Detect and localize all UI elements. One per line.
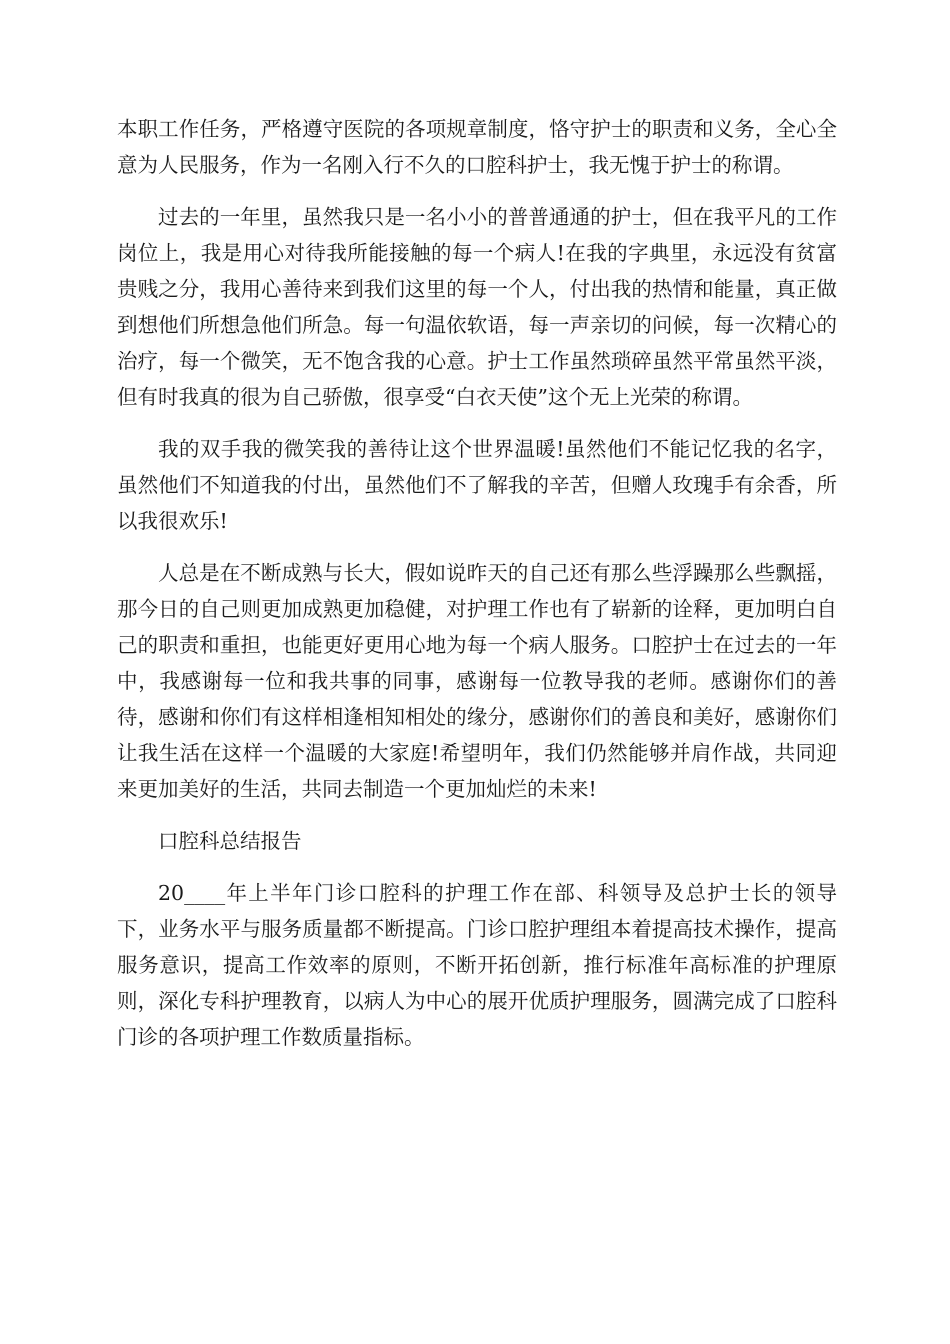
paragraph-5: 20____年上半年门诊口腔科的护理工作在部、科领导及总护士长的领导下，业务水平与服务质量都不断提高。门诊口腔护理组本着提高技术操作，提高服务意识，提高工作效率的原则，不断开拓创新，推行标准年高标准的护理原则，深化专科护理教育，以病人为中心的展开优质护理服务，圆满完成了口腔科门诊的各项护理工作数质量指标。 [117, 881, 837, 1049]
paragraph-2: 过去的一年里，虽然我只是一名小小的普普通通的护士，但在我平凡的工作岗位上，我是用心对待我所能接触的每一个病人!在我的字典里，永远没有贫富贵贱之分，我用心善待来到我们这里的每一个人，付出我的热情和能量，真正做到想他们所想急他们所急。每一句温依软语，每一声亲切的问候，每一次精心的治疗，每一个微笑，无不饱含我的心意。护士工作虽然琐碎虽然平常虽然平淡，但有时我真的很为自己骄傲，很享受“白衣天使”这个无上光荣的称谓。 [117, 205, 837, 409]
paragraph-1: 本职工作任务，严格遵守医院的各项规章制度，恪守护士的职责和义务，全心全意为人民服务，作为一名刚入行不久的口腔科护士，我无愧于护士的称谓。 [117, 117, 837, 177]
paragraph-4: 人总是在不断成熟与长大，假如说昨天的自己还有那么些浮躁那么些飘摇，那今日的自己则更加成熟更加稳健，对护理工作也有了崭新的诠释，更加明白自己的职责和重担，也能更好更用心地为每一个病人服务。口腔护士在过去的一年中，我感谢每一位和我共事的同事，感谢每一位教导我的老师。感谢你们的善待，感谢和你们有这样相逢相知相处的缘分，感谢你们的善良和美好，感谢你们让我生活在这样一个温暖的大家庭!希望明年，我们仍然能够并肩作战，共同迎来更加美好的生活，共同去制造一个更加灿烂的未来! [117, 561, 837, 801]
paragraph-3: 我的双手我的微笑我的善待让这个世界温暖!虽然他们不能记忆我的名字，虽然他们不知道我的付出，虽然他们不了解我的辛苦，但赠人玫瑰手有余香，所以我很欢乐! [117, 437, 837, 533]
section-title: 口腔科总结报告 [158, 829, 302, 853]
document-body [117, 111, 837, 1071]
